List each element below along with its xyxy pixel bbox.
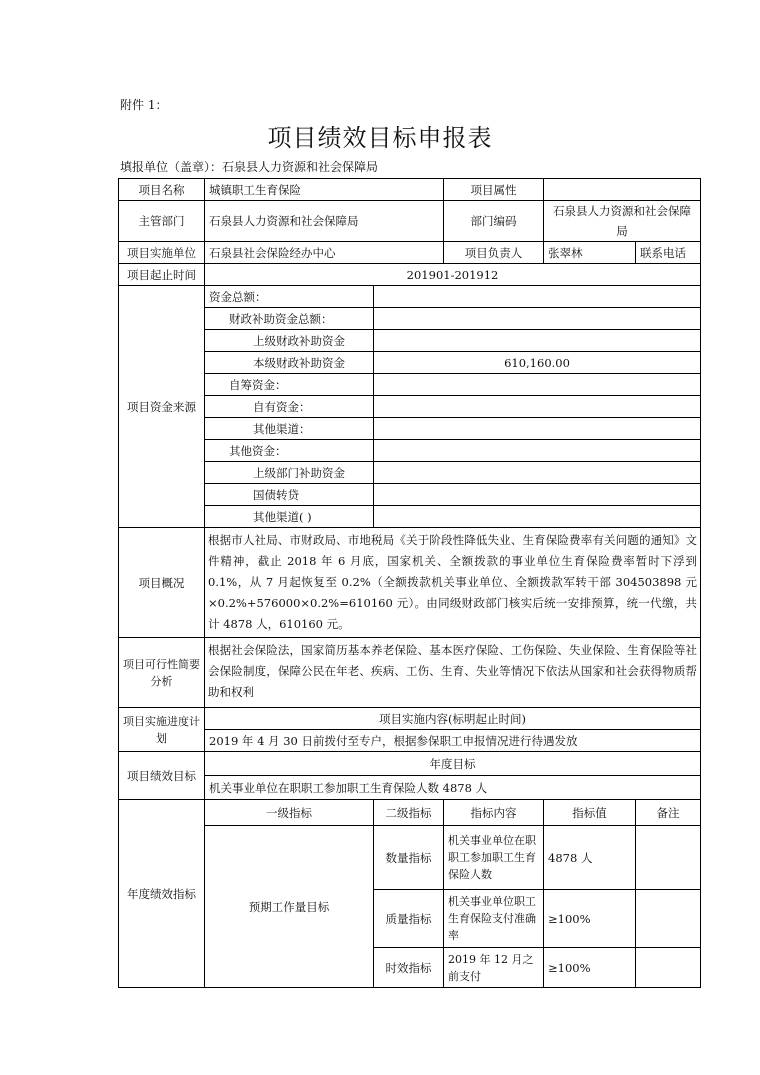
indicator-content: 机关事业单位职工生育保险支付准确率 [444, 890, 544, 948]
label-period: 项目起止时间 [119, 264, 205, 286]
label-project-attr: 项目属性 [444, 179, 544, 201]
indicator-value: ≥100% [544, 890, 636, 948]
fund-value [374, 506, 701, 528]
label-leader: 项目负责人 [444, 242, 544, 264]
filling-unit: 填报单位（盖章）：石泉县人力资源和社会保障局 [120, 160, 379, 174]
fund-value: 610,160.00 [374, 352, 701, 374]
value-period: 201901-201912 [205, 264, 701, 286]
progress-header: 项目实施内容(标明起止时间) [205, 708, 701, 730]
fund-value [374, 462, 701, 484]
perf-header: 年度目标 [205, 752, 701, 776]
feasibility-text: 根据社会保险法，国家简历基本养老保险、基本医疗保险、工伤保险、失业保险、生育保险等社会保险制度，保障公民在年老、疾病、工伤、生育、失业等情况下依法从国家和社会获得物质帮助和权利 [205, 638, 701, 708]
value-impl-unit: 石泉县社会保险经办中心 [205, 242, 444, 264]
header-content: 指标内容 [444, 800, 544, 826]
label-project-name: 项目名称 [119, 179, 205, 201]
fund-label: 本级财政补助资金 [205, 352, 374, 374]
fund-label: 上级部门补助资金 [205, 462, 374, 484]
performance-form-table [118, 178, 701, 988]
indicator-content: 2019 年 12 月之前支付 [444, 948, 544, 988]
attachment-label: 附件 1： [120, 98, 168, 112]
indicator-value: 4878 人 [544, 826, 636, 890]
indicator-value: ≥100% [544, 948, 636, 988]
label-fund-source: 项目资金来源 [119, 286, 205, 528]
indicator-level1: 预期工作量目标 [205, 826, 374, 988]
fund-value [374, 396, 701, 418]
value-project-attr [544, 179, 701, 201]
fund-value [374, 330, 701, 352]
header-level2: 二级指标 [374, 800, 444, 826]
fund-label: 自有资金： [205, 396, 374, 418]
fund-label: 其他资金： [205, 440, 374, 462]
label-annual-indicators: 年度绩效指标 [119, 800, 205, 988]
label-progress: 项目实施进度计划 [119, 708, 205, 752]
indicator-level2: 时效指标 [374, 948, 444, 988]
fund-label: 财政补助资金总额： [205, 308, 374, 330]
header-value: 指标值 [544, 800, 636, 826]
label-dept-code: 部门编码 [444, 201, 544, 242]
indicator-content: 机关事业单位在职职工参加职工生育保险人数 [444, 826, 544, 890]
value-dept: 石泉县人力资源和社会保障局 [205, 201, 444, 242]
label-phone: 联系电话 [636, 242, 701, 264]
label-overview: 项目概况 [119, 528, 205, 638]
fund-value [374, 286, 701, 308]
progress-text: 2019 年 4 月 30 日前拨付至专户，根据参保职工申报情况进行待遇发放 [205, 730, 701, 752]
fund-label: 自筹资金： [205, 374, 374, 396]
fund-label: 国债转贷 [205, 484, 374, 506]
fund-label: 资金总额： [205, 286, 374, 308]
value-dept-code: 石泉县人力资源和社会保障局 [544, 201, 701, 242]
header-note: 备注 [636, 800, 701, 826]
fund-value [374, 418, 701, 440]
indicator-note [636, 890, 701, 948]
indicator-level2: 数量指标 [374, 826, 444, 890]
fund-label: 其他渠道： [205, 418, 374, 440]
overview-text: 根据市人社局、市财政局、市地税局《关于阶段性降低失业、生育保险费率有关问题的通知》文件精神，截止 2018 年 6 月底，国家机关、全额拨款的事业单位生育保险费率暂时下浮到 0.1%，从 7 月起恢复至 0.2%（全额拨款机关事业单位、全额拨款军转干部 304503898 元×0.2%+576000×0.2%=610160 元）。由同级财政部门核实后统一安排预算，统一代缴，共计 4878 人，610160 元。 [205, 528, 701, 638]
indicator-note [636, 826, 701, 890]
header-level1: 一级指标 [205, 800, 374, 826]
value-project-name: 城镇职工生育保险 [205, 179, 444, 201]
label-feasibility: 项目可行性简要分析 [119, 638, 205, 708]
fund-value [374, 308, 701, 330]
indicator-level2: 质量指标 [374, 890, 444, 948]
fund-value [374, 484, 701, 506]
fund-value [374, 440, 701, 462]
label-dept: 主管部门 [119, 201, 205, 242]
fund-label: 其他渠道( ) [205, 506, 374, 528]
value-leader: 张翠林 [544, 242, 636, 264]
label-perf-target: 项目绩效目标 [119, 752, 205, 800]
label-impl-unit: 项目实施单位 [119, 242, 205, 264]
fund-label: 上级财政补助资金 [205, 330, 374, 352]
fund-value [374, 374, 701, 396]
page-title: 项目绩效目标申报表 [267, 124, 493, 152]
perf-text: 机关事业单位在职职工参加职工生育保险人数 4878 人 [205, 776, 701, 800]
indicator-note [636, 948, 701, 988]
